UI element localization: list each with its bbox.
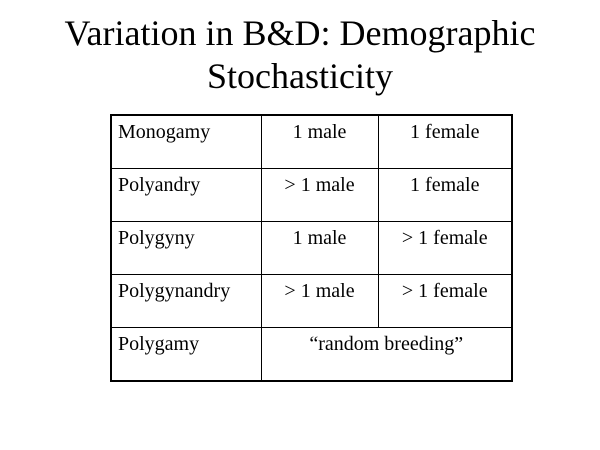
random-breeding-cell: “random breeding” (261, 328, 512, 381)
slide-title-line-1: Variation in B&D: Demographic (64, 13, 536, 53)
female-count-cell: 1 female (378, 115, 512, 168)
mating-system-cell: Polygyny (111, 221, 261, 274)
table-row (111, 275, 512, 328)
mating-system-cell: Polygamy (111, 328, 261, 381)
male-count-cell: > 1 male (261, 168, 378, 221)
mating-system-cell: Monogamy (111, 115, 261, 168)
female-count-cell: > 1 female (378, 275, 512, 328)
mating-system-cell: Polygynandry (111, 275, 261, 328)
female-count-cell: 1 female (378, 168, 512, 221)
mating-system-cell: Polyandry (111, 168, 261, 221)
male-count-cell: 1 male (261, 115, 378, 168)
table-row (111, 168, 512, 221)
table-row (111, 221, 512, 274)
table-row (111, 115, 512, 168)
male-count-cell: 1 male (261, 221, 378, 274)
table-row (111, 328, 512, 381)
slide-title-line-2: Stochasticity (207, 56, 393, 96)
mating-system-table (110, 114, 513, 382)
male-count-cell: > 1 male (261, 275, 378, 328)
female-count-cell: > 1 female (378, 221, 512, 274)
slide-title (0, 12, 600, 98)
